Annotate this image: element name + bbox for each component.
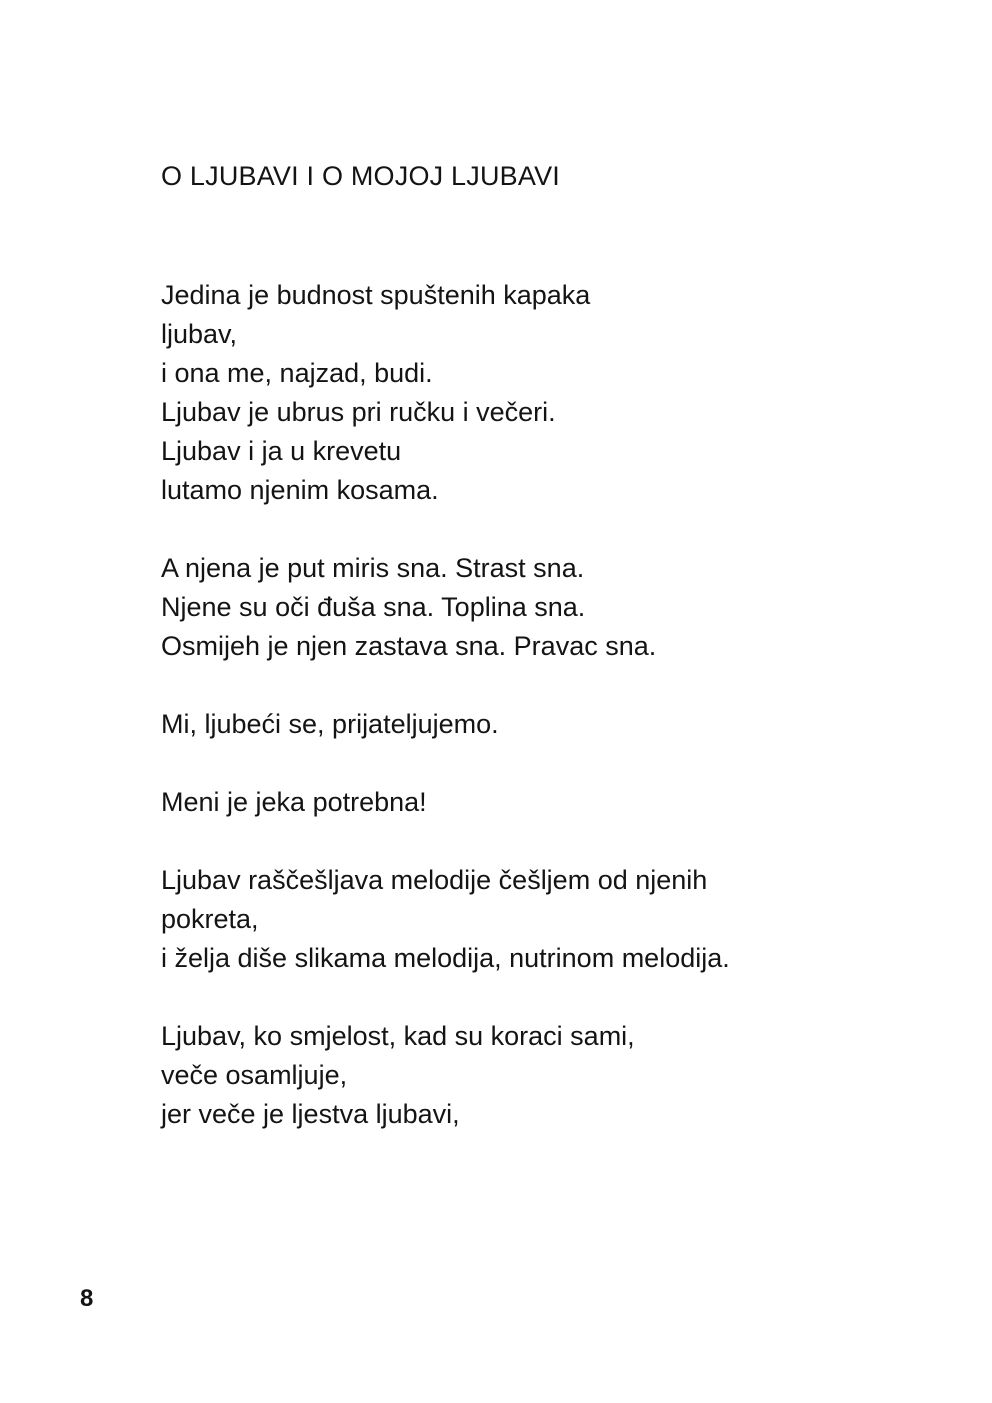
poem-line: Ljubav je ubrus pri ručku i večeri. [161,397,556,427]
stanza-5 [161,861,881,978]
poem-line: Ljubav, ko smjelost, kad su koraci sami, [161,1021,635,1051]
poem-title: O LJUBAVI I O MOJOJ LJUBAVI [161,161,560,191]
stanza-2 [161,549,881,666]
poem-line: Osmijeh je njen zastava sna. Pravac sna. [161,631,657,661]
page-number: 8 [80,1285,94,1312]
poem-line: jer veče je ljestva ljubavi, [161,1099,460,1129]
stanza-6 [161,1017,881,1134]
poem-line: A njena je put miris sna. Strast sna. [161,553,585,583]
poem-body [161,276,881,1173]
poem-line: lutamo njenim kosama. [161,475,439,505]
stanza-1 [161,276,881,510]
poem-line: Jedina je budnost spuštenih kapaka [161,280,591,310]
poem-line: Ljubav i ja u krevetu [161,436,402,466]
poem-line: Njene su oči đuša sna. Toplina sna. [161,592,586,622]
poem-line: i želja diše slikama melodija, nutrinom melodija. [161,943,730,973]
poem-line: Meni je jeka potrebna! [161,787,427,817]
poem-line: pokreta, [161,904,259,934]
poem-line: Ljubav raščešljava melodije češljem od njenih [161,865,708,895]
poem-line: Mi, ljubeći se, prijateljujemo. [161,709,499,739]
poem-line: veče osamljuje, [161,1060,348,1090]
poem-line: ljubav, [161,319,238,349]
poem-line: i ona me, najzad, budi. [161,358,433,388]
stanza-3 [161,705,881,744]
stanza-4 [161,783,881,822]
